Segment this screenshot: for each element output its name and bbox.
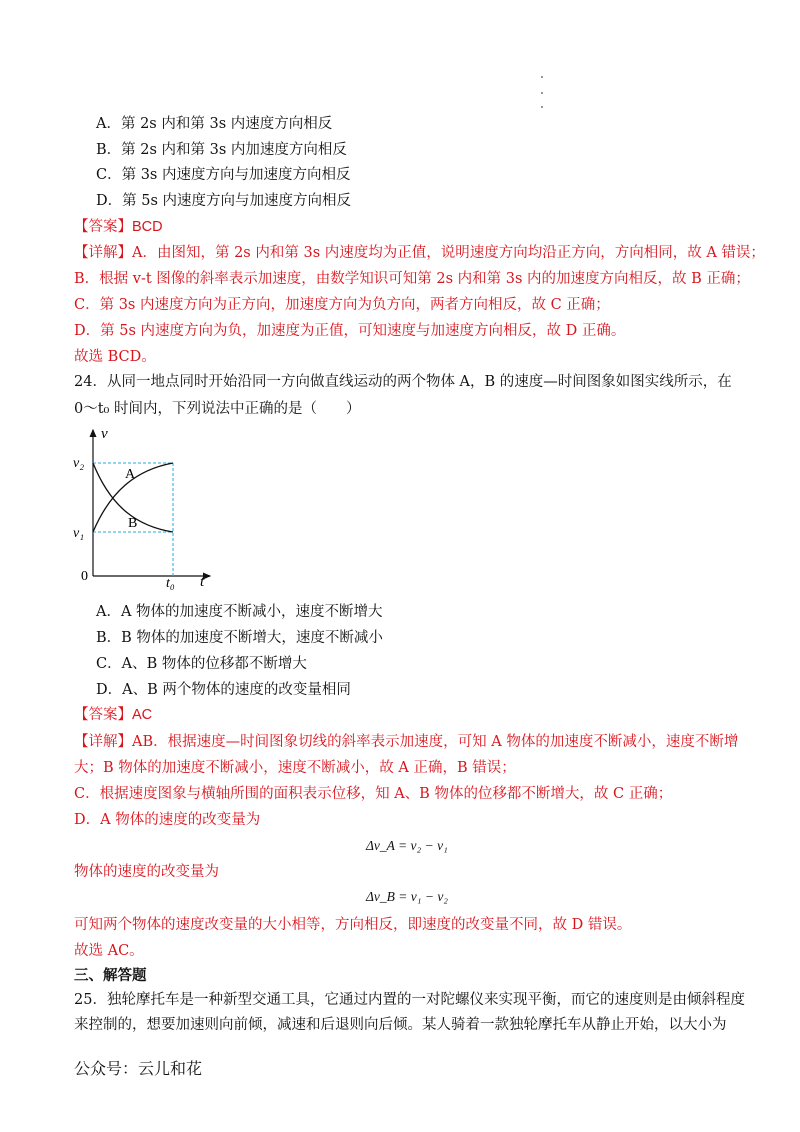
q24-option-b: B．B 物体的加速度不断增大，速度不断减小: [96, 630, 383, 646]
q24-stem-line: 0～t₀ 时间内，下列说法中正确的是（ ）: [74, 401, 361, 417]
q23-answer: 【答案】BCD: [74, 219, 163, 235]
q23-option-a: A．第 2s 内和第 3s 内速度方向相反: [96, 116, 333, 132]
q23-option-c: C．第 3s 内速度方向与加速度方向相反: [96, 167, 351, 183]
v-axis-label: v: [101, 426, 108, 442]
formula-delta-va: Δv_A = v₂ − v₁: [366, 838, 448, 853]
v1-label: v₁: [73, 526, 85, 541]
t-axis-label: t: [200, 574, 205, 590]
q24-option-c: C．A、B 物体的位移都不断增大: [96, 656, 307, 672]
q24-answer: 【答案】AC: [74, 707, 153, 723]
q23-option-b: B．第 2s 内和第 3s 内加速度方向相反: [96, 142, 347, 158]
q24-detail-line: C．根据速度图象与横轴所围的面积表示位移，知 A、B 物体的位移都不断增大，故 C 正确；: [74, 786, 673, 802]
q24-conclusion-line: 故选 AC。: [74, 943, 144, 959]
footer-watermark: 公众号：云儿和花: [74, 1059, 203, 1078]
v2-label: v₂: [73, 456, 85, 471]
origin-label: 0: [81, 569, 88, 584]
q24-stem-line: 24．从同一地点同时开始沿同一方向做直线运动的两个物体 A，B 的速度—时间图象如图实线所示，在: [74, 374, 732, 390]
velocity-time-graph: [70, 420, 220, 592]
q25-text-line: 来控制的，想要加速则向前倾，减速和后退则向后倾。某人骑着一款独轮摩托车从静止开始，以大小为: [74, 1017, 727, 1033]
q24-detail-line: D．A 物体的速度的改变量为: [74, 812, 261, 828]
t0-label: t₀: [166, 576, 175, 591]
q23-detail-line: 故选 BCD。: [74, 349, 156, 365]
q23-detail-line: D．第 5s 内速度方向为负，加速度为正值，可知速度与加速度方向相反，故 D 正确。: [74, 323, 626, 339]
q23-detail-line: 【详解】A．由图知，第 2s 内和第 3s 内速度均为正值，说明速度方向均沿正方向，方向相同，故 A 错误；: [74, 245, 765, 261]
q23-option-d: D．第 5s 内速度方向与加速度方向相反: [96, 193, 352, 209]
q24-conclusion-line: 可知两个物体的速度改变量的大小相等，方向相反，即速度的改变量不同，故 D 错误。: [74, 917, 632, 933]
q25-text-line: 25．独轮摩托车是一种新型交通工具，它通过内置的一对陀螺仪来实现平衡，而它的速度则是由倾斜程度: [74, 992, 745, 1008]
curve-a-label: A: [125, 467, 136, 482]
q24-option-a: A．A 物体的加速度不断减小，速度不断增大: [96, 604, 383, 620]
q24-detail-line: 大；B 物体的加速度不断减小，速度不断减小，故 A 正确，B 错误；: [74, 760, 516, 776]
q24-detail-line: 【详解】AB．根据速度—时间图象切线的斜率表示加速度，可知 A 物体的加速度不断减小，速度不断增: [74, 734, 739, 750]
q23-detail-line: B．根据 v-t 图像的斜率表示加速度，由数学知识可知第 2s 内和第 3s 内的加速度方向相反，故 B 正确；: [74, 271, 750, 287]
q23-detail-line: C．第 3s 内速度方向为正方向，加速度方向为负方向，两者方向相反，故 C 正确；: [74, 297, 610, 313]
curve-b-label: B: [128, 516, 138, 531]
formula-b-intro: 物体的速度的改变量为: [74, 864, 219, 880]
formula-delta-vb: Δv_B = v₁ − v₂: [366, 889, 449, 904]
q24-option-d: D．A、B 两个物体的速度的改变量相同: [96, 682, 351, 698]
section-title: 三、解答题: [74, 967, 147, 984]
